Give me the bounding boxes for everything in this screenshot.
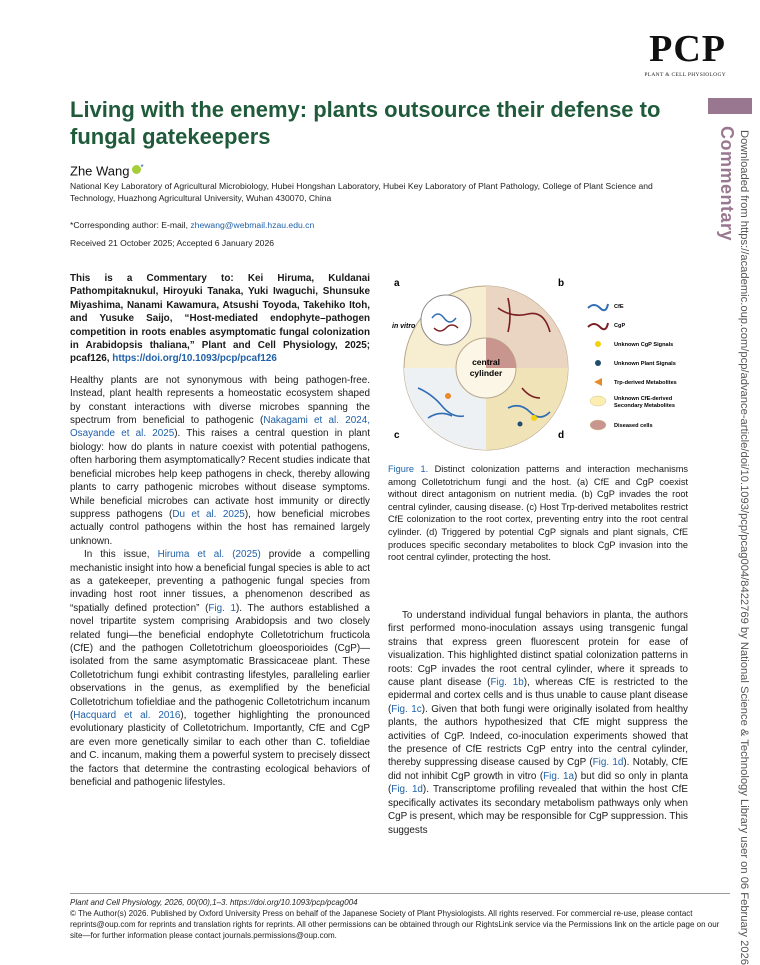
download-watermark <box>738 130 754 965</box>
legend-symbol <box>595 360 601 366</box>
author-line <box>70 163 144 178</box>
paragraph-2 <box>70 548 370 789</box>
legend-item <box>595 360 676 367</box>
author-mark: * <box>140 163 144 172</box>
author-name[interactable]: Zhe Wang <box>70 163 130 179</box>
panel-label-b: b <box>558 278 565 289</box>
panel-label-a: a <box>394 278 400 289</box>
paragraph-1 <box>70 374 370 548</box>
corresponding-author <box>70 220 314 230</box>
legend-item <box>588 304 624 310</box>
legend-label: Unknown Plant Signals <box>614 361 676 367</box>
orcid-icon[interactable] <box>132 165 141 174</box>
article-dates: Received 21 October 2025; Accepted 6 January 2026 <box>70 238 275 248</box>
legend-label: Unknown CgP Signals <box>614 342 674 348</box>
panel-label-d: d <box>558 430 565 441</box>
text-run: ), whereas CfE is restricted to the epidermal and cortex cells and is thus unable to cause plant disease ( <box>388 677 688 715</box>
affiliation: National Key Laboratory of Agricultural Microbiology, Hubei Hongshan Laboratory, Hubei Key Laboratory of Plant Pathology, College of Plant Science and Technology, Huazhong Agricultural University, Wuhan 430070, China <box>70 181 653 203</box>
text-run: ). Notably, CfE did not inhibit CgP growth in vitro ( <box>388 757 688 782</box>
legend-item <box>594 378 677 386</box>
in-vitro-label: in vitro <box>392 323 416 330</box>
legend-symbol <box>594 378 602 386</box>
commentary-note <box>70 272 370 366</box>
legend-label: CfE <box>614 304 624 310</box>
section-label <box>716 126 740 256</box>
reference-link[interactable]: Nakagami et al. 2024, Osayande et al. 2025 <box>70 415 370 440</box>
figure-link[interactable]: Fig. 1d <box>592 757 624 769</box>
paragraph-3 <box>388 609 688 837</box>
reference-link[interactable]: Hiruma et al. (2025) <box>157 549 261 561</box>
download-watermark-text: Downloaded from https://academic.oup.com/pcp/advance-article/doi/10.1093/pcp/pcag004/8422769 by National Science & Technology Library user on 06 February 2026 <box>738 130 750 965</box>
article-title: Living with the enemy: plants outsource their defense to fungal gatekeepers <box>70 97 661 149</box>
commentary-note-text: This is a Commentary to: Kei Hiruma, Kuldanai Pathompitaknukul, Hiroyuki Tanaka, Yuki Iwaguchi, Shunsuke Miyashima, Nanami Kawamura, Atsushi Toyoda, Takehiko Itoh, and Yusuke Saijo, “Host-mediated endophyte–pathogen competition in roots enables asymptomatic fungal colonization in Arabidopsis thaliana,” Plant and Cell Physiology, 2025; pcaf126, <box>70 273 370 365</box>
legend-symbol <box>588 323 608 329</box>
reference-link[interactable]: Du et al. 2025 <box>172 508 245 520</box>
page-footer <box>70 897 730 941</box>
text-run: ), how beneficial microbes actually control pathogens within the host has remained largely unknown. <box>70 508 370 547</box>
legend-label: Diseased cells <box>614 423 653 429</box>
text-run: ). Transcriptome profiling revealed that within the host CfE specifically activates its secondary metabolism pathways only when CgP is present, which may be responsible for CgP suppression. This suggests <box>388 784 688 836</box>
legend-symbol <box>590 420 606 430</box>
legend-symbol <box>588 304 608 310</box>
legend-symbol <box>595 341 601 347</box>
text-run: ), together highlighting the pronounced evolutionary plasticity of Colletotrichum. Importantly, CfE and CgP are even more genetically similar to each other than C. tofieldiae and C. incanum, making them a powerful system to precisely dissect the factors that determine the contrasting ecological behaviors of beneficial and pathogenic lifestyles. <box>70 710 370 789</box>
section-label-text: Commentary <box>717 126 737 242</box>
text-run: ). Given that both fungi were originally isolated from healthy plants, the authors hypothesized that CfE might suppress the activities of CgP. Indeed, co-inoculation experiments showed that the presence of CfE restricts CgP entry into the central cylinder, thereby suppressing disease caused by CgP ( <box>388 703 688 769</box>
footer-divider <box>70 893 730 894</box>
legend-item <box>588 323 625 329</box>
legend-item <box>590 420 653 430</box>
corresponding-email-link[interactable]: zhewang@webmail.hzau.edu.cn <box>190 220 315 230</box>
footer-copyright: © The Author(s) 2026. Published by Oxford University Press on behalf of the Japanese Society of Plant Physiologists. All rights reserved. For commercial re-use, please contact reprints@oup.com for reprints and translation rights for reprints. All other permissions can be obtained through our RightsLink service via the Permissions link on the article page on our site—for further information please contact journals.permissions@oup.com. <box>70 909 720 940</box>
legend-label: Trp-derived Metabolites <box>614 380 677 386</box>
text-run: ) but did so only in planta ( <box>388 770 688 796</box>
corresponding-label: *Corresponding author: E-mail, <box>70 220 191 230</box>
figure-1[interactable] <box>388 268 688 453</box>
journal-logo: PCP <box>649 28 726 70</box>
reference-link[interactable]: Hacquard et al. 2016 <box>73 710 181 721</box>
text-run: ). The authors established a novel tripartite system comprising Arabidopsis and two closely related fungi—the beneficial endophyte Colletotrichum fructicola (CfE) and the pathogen Colletotrichum gloeosporioides (CgP)—isolated from the same asymptomatic Brassicaceae plant. These Colletotrichum fungi exhibit contrasting lifestyles, paralleling earlier observations in the genus, as exemplified by the beneficial Colletotrichum tofieldiae and the pathogenic Colletotrichum incanum ( <box>70 602 370 721</box>
figure-link[interactable]: Fig. 1a <box>543 770 574 782</box>
text-run: To understand individual fungal behaviors in planta, the authors first performed mono-inoculation assays using transgenic fungal strains that express green fluorescent protein for ease of visualization. This highlighted distinct spatial colonization patterns in roots: CgP invades the root central cylinder, where it spreads to cause plant disease ( <box>388 610 688 689</box>
panel-label-c: c <box>394 430 400 441</box>
text-run: ). This raises a central question in plant biology: how do plants in nature coexist with potential pathogens, often harboring them asymptomatically? Recent studies indicate that beneficial microbes help keep pathogens in check, thereby allowing plants to carry pathogenic microbes without disease symptoms. While beneficial microbes can activate host immunity or directly suppress pathogens ( <box>70 428 370 520</box>
figure-caption <box>388 463 688 564</box>
legend-item <box>595 341 673 348</box>
caption-text: Distinct colonization patterns and interaction mechanisms among Colletotrichum fungi and the host. (a) CfE and CgP coexist without direct antagonism on nutrient media. (b) CgP invades the root central cylinder, causing disease. (c) Host Trp-derived metabolites restrict CfE colonization to the root cortex, preventing entry into the root central cylinder. (d) Triggered by potential CgP signals and plant signals, CfE produces specific secondary metabolites to block CgP invasion into the root central cylinder, protecting the host. <box>388 464 688 563</box>
text-run: Healthy plants are not synonymous with being pathogen-free. Instead, plant health represents a homeostatic ecosystem shaped by constant interactions with diverse microbes spanning the spectrum from beneficial to pathogenic ( <box>70 374 370 427</box>
caption-label[interactable]: Figure 1. <box>388 464 429 474</box>
figure-link[interactable]: Fig. 1c <box>391 703 422 715</box>
figure-legend <box>588 304 677 430</box>
legend-label: Unknown CfE-derived <box>614 396 673 402</box>
figure-link[interactable]: Fig. 1 <box>208 602 236 614</box>
figure-link[interactable]: Fig. 1b <box>490 677 524 689</box>
legend-symbol <box>590 396 606 406</box>
figure-1-illustration <box>388 268 688 453</box>
footer-citation: Plant and Cell Physiology, 2026, 00(00),1–3. https://doi.org/10.1093/pcp/pcag004 <box>70 898 358 907</box>
figure-link[interactable]: Fig. 1d <box>391 784 423 796</box>
central-cylinder-label-1: central <box>472 357 500 367</box>
central-cylinder-label-2: cylinder <box>469 368 503 378</box>
legend-label: CgP <box>614 323 626 329</box>
journal-logo-subtitle: PLANT & CELL PHYSIOLOGY <box>644 72 726 78</box>
legend-label: Secondary Metabolites <box>614 403 675 409</box>
text-run: provide a compelling mechanistic insight into how a beneficial fungal species is able to act as a gatekeeper, preventing a pathogenic fungal species from invading host root inner tissues, a phenomenon described as “spatially defined protection” ( <box>70 549 370 614</box>
right-column <box>388 609 688 837</box>
section-color-tab <box>708 98 752 114</box>
legend-item <box>590 396 675 409</box>
commentary-doi-link[interactable]: https://doi.org/10.1093/pcp/pcaf126 <box>112 353 277 365</box>
text-run: In this issue, <box>84 549 158 561</box>
left-column <box>70 272 370 789</box>
